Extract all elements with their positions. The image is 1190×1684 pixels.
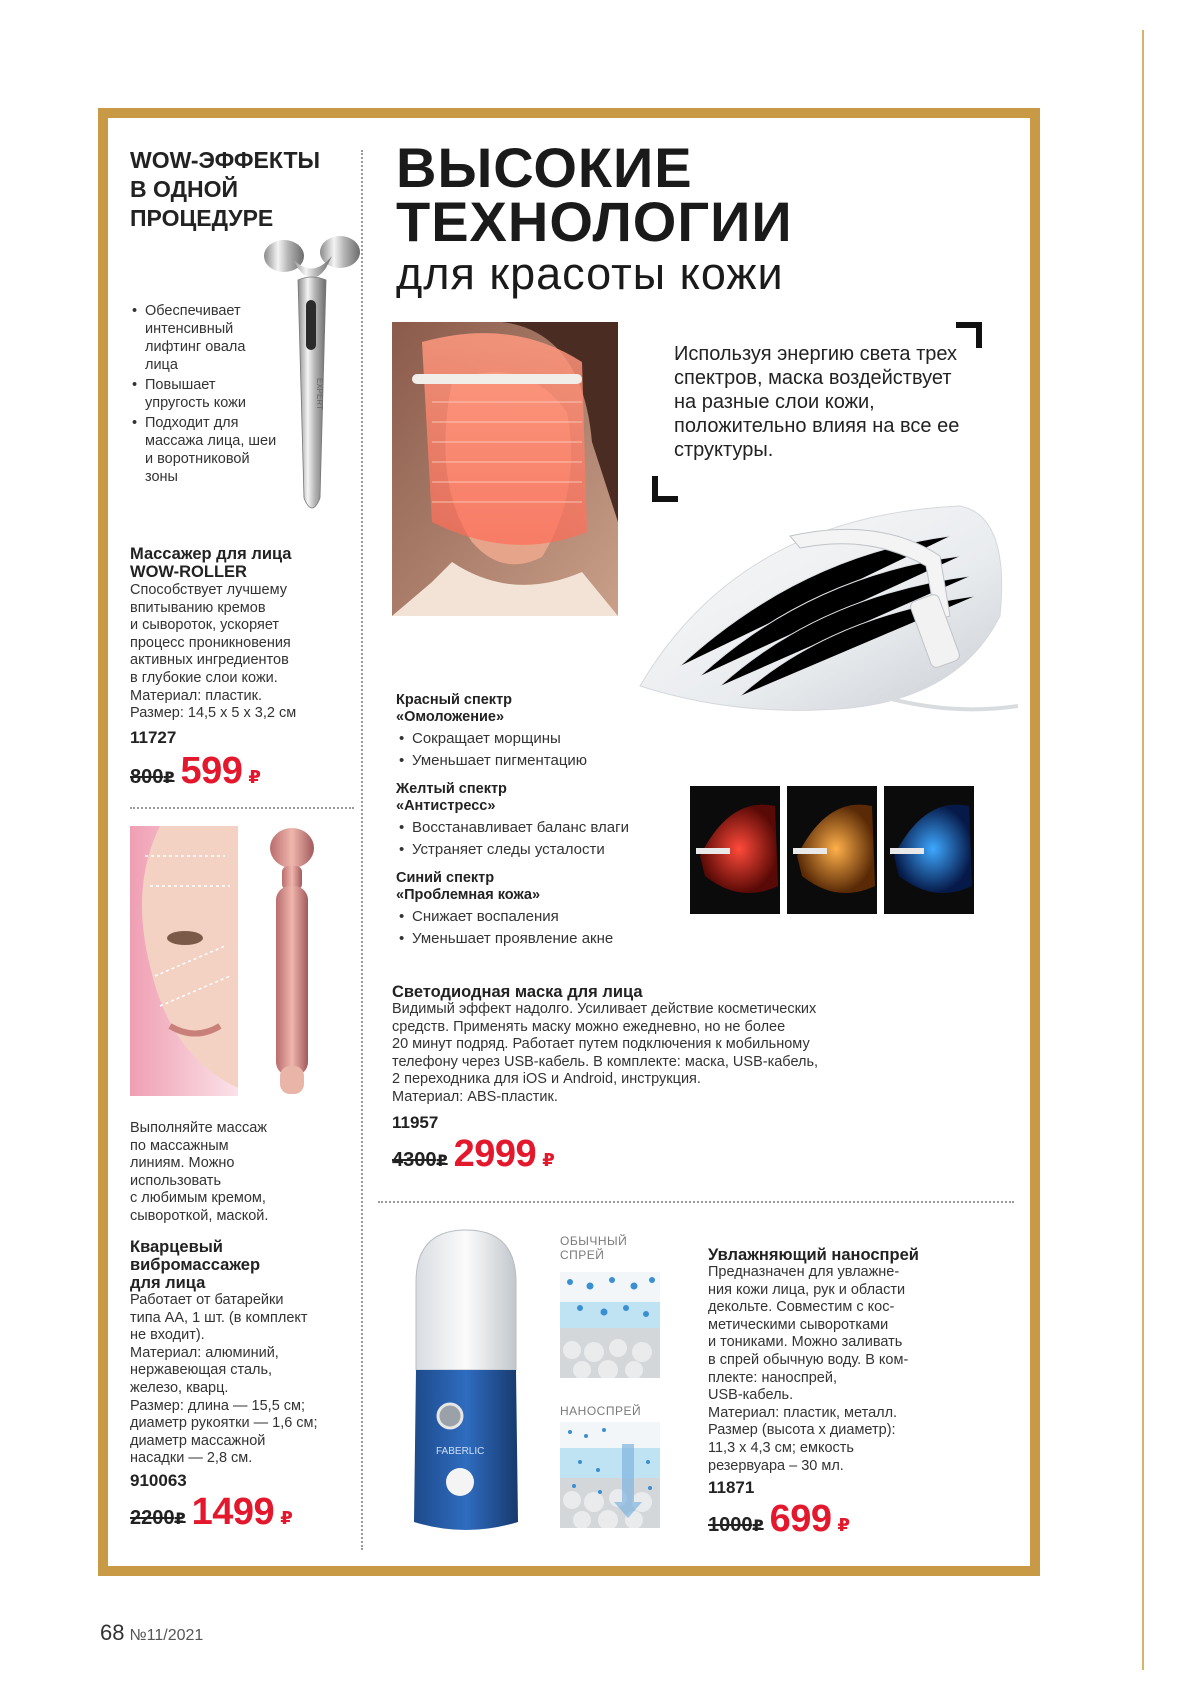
product-description: Предназначен для увлажне- ния кожи лица, рук и области декольте. Совместим с кос- метическими сыворотками и тониками. Можно заливать в спрей обычную воду. В ком- плекте: наноспрей, USB-кабель. Материал: пластик, металл. Размер (высота х диаметр): 11,3 х 4,3 см; емкость резервуара – 30 мл. <box>708 1264 909 1474</box>
list-item: • Уменьшает пигментацию <box>396 750 696 772</box>
list-item: • Восстанавливает баланс влаги <box>396 817 696 839</box>
page-footer <box>100 1620 203 1646</box>
nanospray-product <box>708 1246 978 1541</box>
issue-number: №11/2021 <box>129 1627 204 1644</box>
nanospray-diagram <box>560 1422 660 1528</box>
list-item: • Сокращает морщины <box>396 728 696 750</box>
device-brand-label: FABERLIC <box>436 1446 485 1457</box>
old-price: 4300₽ <box>392 1148 448 1171</box>
price-row <box>130 750 360 793</box>
new-price: 599 <box>180 749 243 792</box>
quartz-massager-photo <box>130 826 352 1096</box>
separator <box>378 1201 1014 1203</box>
spectrum-red: Красный спектр «Омоложение» • Сокращает морщины • Уменьшает пигментацию <box>396 692 696 772</box>
woman-with-led-mask-photo <box>392 322 618 616</box>
quote-text: Используя энергию света трех спектров, маска воздействует на разные слои кожи, положительно влияя на все ее структуры. <box>674 343 960 461</box>
product-name: Светодиодная маска для лица <box>392 983 643 1001</box>
new-price: 699 <box>769 1498 832 1541</box>
old-price: 800₽ <box>130 765 175 788</box>
hero-title-line2: ТЕХНОЛОГИИ <box>396 190 793 253</box>
price-row <box>130 1491 360 1534</box>
roller-benefits-list <box>130 302 280 488</box>
list-item: • Повышает упругость кожи <box>130 376 280 412</box>
hero-title-line1: ВЫСОКИЕ <box>396 136 693 199</box>
list-item: • Обеспечивает интенсивный лифтинг овала лица <box>130 302 280 374</box>
product-name: Массажер для лица WOW-ROLLER <box>130 545 292 581</box>
list-item: • Снижает воспаления <box>396 906 696 928</box>
price-row <box>708 1498 978 1541</box>
spectrum-benefits <box>396 728 696 772</box>
separator <box>130 807 354 809</box>
currency-sign: ₽ <box>280 1507 293 1528</box>
product-code: 11871 <box>708 1478 755 1498</box>
roller-brand-label: EXPERT <box>315 378 324 410</box>
nanospray-device-image <box>396 1222 536 1542</box>
product-description: Видимый эффект надолго. Усиливает действие косметических средств. Применять маску можно ежедневно, но не более 20 минут подряд. Работает путем подключения к мобильному телефону через USB-кабель. В комплекте: маска, USB-кабель, 2 переходника для iOS и Android, инструкция. Материал: ABS-пластик. <box>392 1001 819 1105</box>
currency-sign: ₽ <box>542 1149 555 1170</box>
product-name: Увлажняющий наноспрей <box>708 1246 919 1264</box>
product-code: 11957 <box>392 1112 439 1132</box>
hero-subtitle: для красоты кожи <box>396 248 784 299</box>
list-item: • Устраняет следы усталости <box>396 839 696 861</box>
product-code: 11727 <box>130 727 177 747</box>
quartz-massager-product <box>130 1238 360 1534</box>
wow-roller-product <box>130 545 360 793</box>
old-price: 1000₽ <box>708 1514 764 1537</box>
list-item: • Уменьшает проявление акне <box>396 928 696 950</box>
spectrum-benefits <box>396 906 696 950</box>
massage-tip: Выполняйте массаж по массажным линиям. Можно использовать с любимым кремом, сывороткой, маской. <box>130 1120 269 1224</box>
spectrum-benefits <box>396 817 696 861</box>
page-number: 68 <box>100 1620 125 1645</box>
list-item: • Подходит для массажа лица, шеи и воротниковой зоны <box>130 414 280 486</box>
regular-spray-diagram <box>560 1272 660 1378</box>
nanospray-label: НАНОСПРЕЙ <box>560 1404 642 1418</box>
old-price: 2200₽ <box>130 1506 186 1529</box>
led-mask-product <box>392 983 952 1176</box>
currency-sign: ₽ <box>837 1515 851 1536</box>
regular-spray-label: ОБЫЧНЫЙ СПРЕЙ <box>560 1234 628 1262</box>
currency-sign: ₽ <box>248 766 261 787</box>
column-separator <box>361 150 363 1550</box>
price-row <box>392 1133 952 1176</box>
new-price: 2999 <box>453 1132 537 1175</box>
product-code: 910063 <box>130 1470 187 1490</box>
led-spectrum-photos <box>690 786 974 914</box>
product-description: Работает от батарейки типа АА, 1 шт. (в комплект не входит). Материал: алюминий, нержавеющая сталь, железо, кварц. Размер: длина — 15,5 см; диаметр рукоятки — 1,6 см; диаметр массажной насадки — 2,8 см. <box>130 1292 318 1467</box>
product-name: Кварцевый вибромассажер для лица <box>130 1238 261 1292</box>
spectrum-blue: Синий спектр «Проблемная кожа» • Снижает воспаления • Уменьшает проявление акне <box>396 870 696 950</box>
wow-effects-heading: WOW-ЭФФЕКТЫ В ОДНОЙ ПРОЦЕДУРЕ <box>130 147 321 231</box>
page-edge-gold-rule <box>1142 30 1144 1670</box>
product-description: Способствует лучшему впитыванию кремов и сывороток, ускоряет процесс проникновения активных ингредиентов в глубокие слои кожи. Материал: пластик. Размер: 14,5 х 5 х 3,2 см <box>130 582 297 722</box>
spectrum-yellow: Желтый спектр «Антистресс» • Восстанавливает баланс влаги • Устраняет следы усталости <box>396 781 696 861</box>
new-price: 1499 <box>191 1490 275 1533</box>
